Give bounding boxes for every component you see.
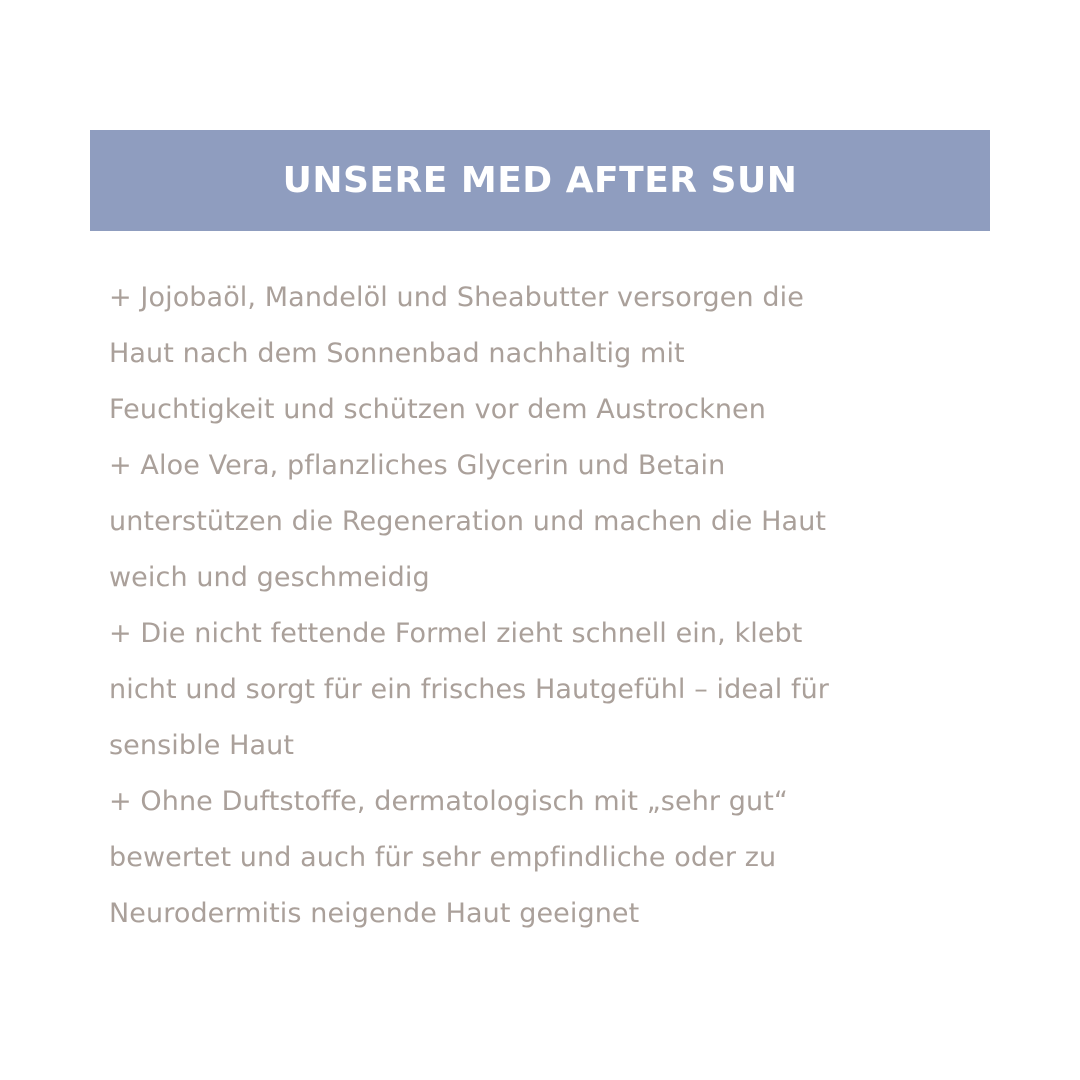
benefit-line: nicht und sorgt für ein frisches Hautgefühl – ideal für [109, 674, 829, 705]
page-title: UNSERE MED AFTER SUN [282, 160, 798, 201]
benefit-line: Haut nach dem Sonnenbad nachhaltig mit [109, 338, 685, 369]
benefit-line: bewertet und auch für sehr empfindliche oder zu [109, 842, 777, 873]
benefit-line: + Ohne Duftstoffe, dermatologisch mit „sehr gut“ [109, 786, 789, 817]
benefit-item [109, 270, 969, 438]
benefit-line: Neurodermitis neigende Haut geeignet [109, 898, 640, 929]
benefit-item [109, 606, 969, 774]
benefit-line: + Jojobaöl, Mandelöl und Sheabutter versorgen die [109, 282, 804, 313]
benefit-line: Feuchtigkeit und schützen vor dem Austrocknen [109, 394, 766, 425]
benefit-line: unterstützen die Regeneration und machen die Haut [109, 506, 827, 537]
benefit-line: + Die nicht fettende Formel zieht schnell ein, klebt [109, 618, 803, 649]
benefit-list [109, 270, 969, 942]
benefit-line: sensible Haut [109, 730, 295, 761]
title-banner [90, 130, 990, 231]
benefit-item [109, 774, 969, 942]
benefit-line: weich und geschmeidig [109, 562, 430, 593]
benefit-line: + Aloe Vera, pflanzliches Glycerin und Betain [109, 450, 726, 481]
benefit-item [109, 438, 969, 606]
